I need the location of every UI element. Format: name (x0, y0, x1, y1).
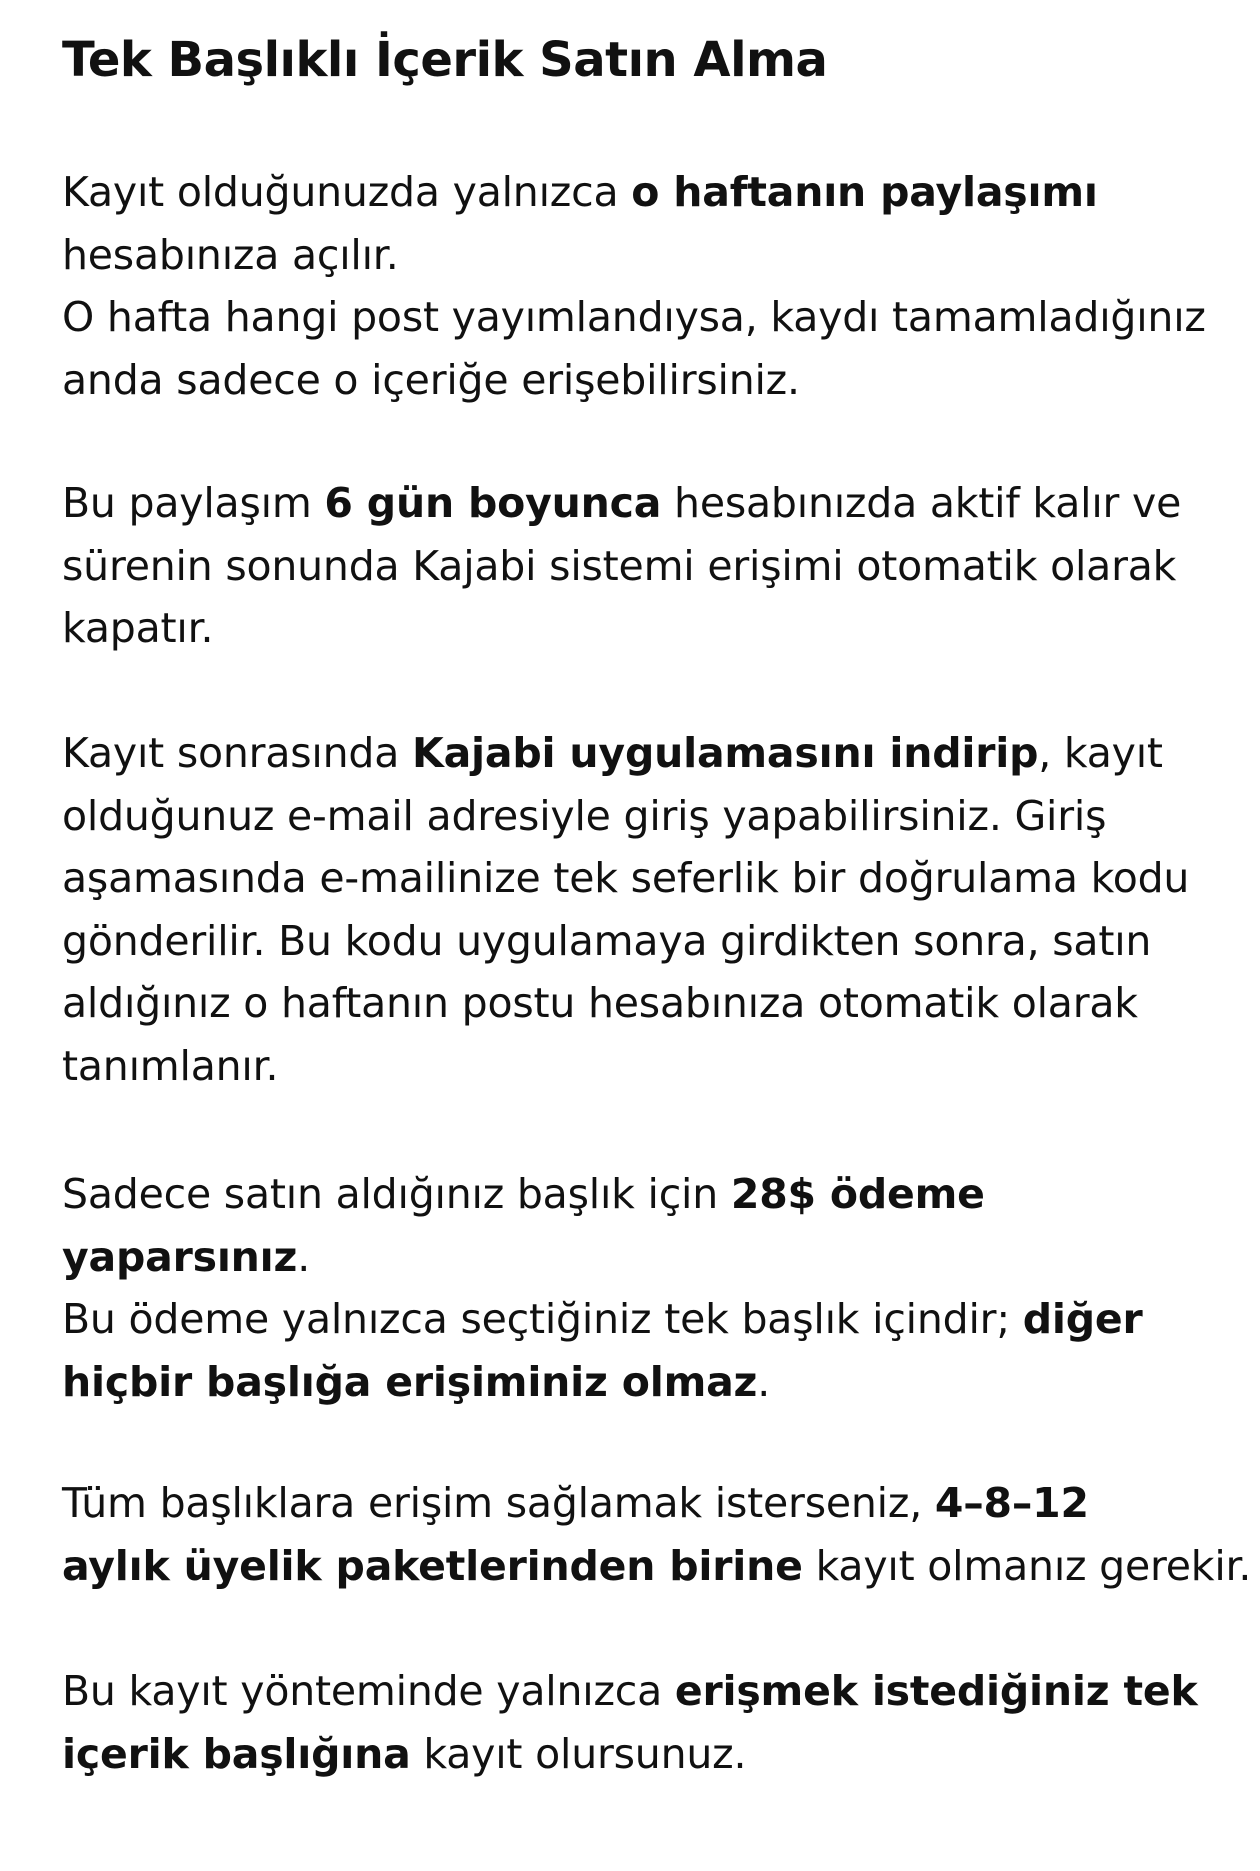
paragraph-single-title-enrollment (62, 1660, 1212, 1785)
bold-text: 4–8–12 (934, 1479, 1089, 1527)
text-line (62, 1035, 1212, 1098)
text-run: . (757, 1357, 771, 1406)
text-run: . (297, 1232, 311, 1281)
text-run: olduğunuz e-mail adresiyle giriş yapabilirsiniz. Giriş (62, 791, 1107, 840)
paragraph-payment-info (62, 1163, 1212, 1413)
text-run: Sadece satın aldığınız başlık için (62, 1170, 731, 1218)
text-run: aldığınız o haftanın postu hesabınıza otomatik olarak (62, 979, 1138, 1027)
paragraph-weekly-post-access (62, 161, 1212, 411)
text-run: Tüm başlıklara erişim sağlamak isterseniz, (62, 1479, 935, 1527)
text-line (62, 722, 1212, 785)
text-line (62, 1163, 1212, 1226)
text-run: hesabınızda aktif kalır ve (661, 479, 1182, 527)
text-line (62, 472, 1212, 535)
bold-text: erişmek istediğiniz tek (674, 1667, 1198, 1715)
text-run: Bu paylaşım (62, 479, 325, 527)
text-line (62, 972, 1212, 1035)
text-line (62, 910, 1212, 973)
paragraph-membership-packages (62, 1472, 1252, 1597)
text-line (62, 1660, 1212, 1723)
text-run: Bu ödeme yalnızca seçtiğiniz tek başlık içindir; (62, 1295, 1023, 1343)
text-line (62, 1226, 1212, 1289)
bold-text: diğer (1022, 1295, 1143, 1343)
text-run: aşamasında e-mailinize tek seferlik bir doğrulama kodu (62, 854, 1190, 902)
text-line (62, 597, 1212, 660)
text-run: tanımlanır. (62, 1041, 279, 1090)
bold-text: Kajabi uygulamasını indirip (412, 729, 1039, 777)
text-run: anda sadece o içeriğe erişebilirsiniz. (62, 355, 800, 404)
bold-text: 6 gün boyunca (324, 479, 662, 527)
bold-text: 28$ ödeme (730, 1170, 985, 1218)
text-line (62, 224, 1212, 287)
text-line (62, 1723, 1212, 1786)
bold-text: o haftanın paylaşımı (631, 168, 1098, 216)
text-line (62, 286, 1212, 349)
text-run: kayıt olursunuz. (410, 1729, 747, 1778)
text-run: Bu kayıt yönteminde yalnızca (62, 1667, 675, 1715)
paragraph-six-day-duration (62, 472, 1212, 660)
bold-text: yaparsınız (62, 1232, 298, 1281)
paragraph-kajabi-app-login (62, 722, 1212, 1097)
bold-text: aylık üyelik paketlerinden birine (62, 1541, 803, 1590)
text-line (62, 785, 1212, 848)
text-line (62, 161, 1212, 224)
text-line (62, 1351, 1212, 1414)
bold-text: hiçbir başlığa erişiminiz olmaz (62, 1357, 758, 1406)
text-run: O hafta hangi post yayımlandıysa, kaydı tamamladığınız (62, 293, 1206, 341)
text-run: sürenin sonunda Kajabi sistemi erişimi otomatik olarak (62, 541, 1177, 590)
text-run: , kayıt (1038, 729, 1163, 777)
text-line (62, 1472, 1212, 1535)
page-title: Tek Başlıklı İçerik Satın Alma (62, 32, 828, 88)
text-run: Kayıt olduğunuzda yalnızca (62, 168, 632, 216)
text-line (62, 1535, 1252, 1598)
text-run: hesabınıza açılır. (62, 230, 399, 279)
text-line (62, 1288, 1212, 1351)
text-line (62, 349, 1212, 412)
text-line (62, 535, 1212, 598)
text-run: kapatır. (62, 604, 214, 652)
text-run: Kayıt sonrasında (62, 729, 412, 777)
text-line (62, 847, 1212, 910)
bold-text: içerik başlığına (62, 1729, 411, 1778)
text-run: kayıt olmanız gerekir. (802, 1541, 1252, 1590)
text-run: gönderilir. Bu kodu uygulamaya girdikten sonra, satın (62, 916, 1152, 965)
